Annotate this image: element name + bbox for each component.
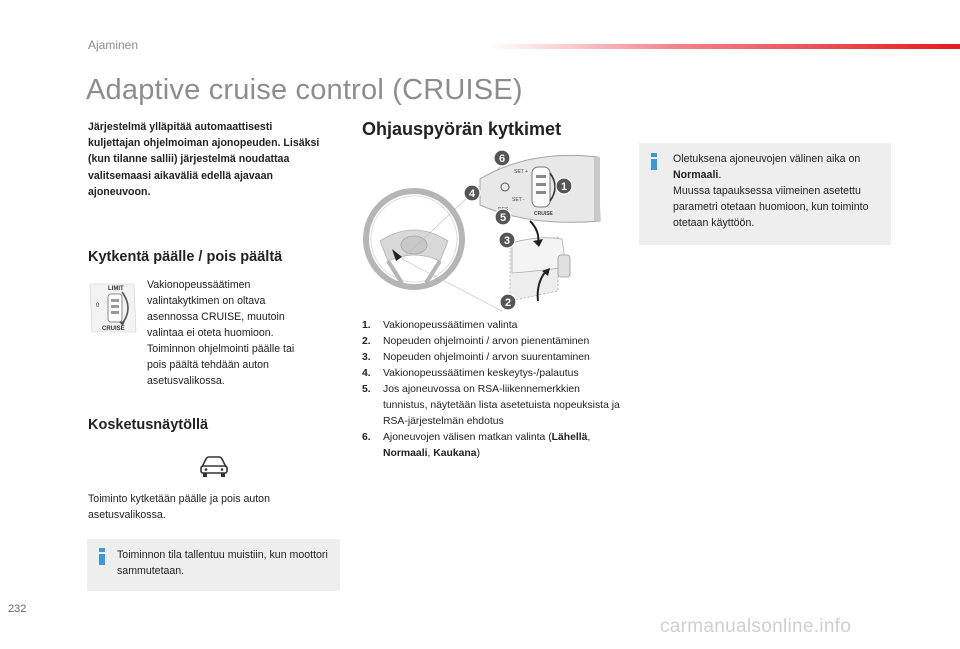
badge-2 bbox=[500, 294, 516, 310]
steering-heading: Ohjauspyörän kytkimet bbox=[362, 119, 562, 139]
default-interval-text: Oletuksena ajoneuvojen välinen aika on Normaali. Muussa tapauksessa viimeinen asetettu parametri otetaan huomioon, kun toiminto otetaan käyttöön. bbox=[673, 153, 869, 229]
stalk-label-set-minus: SET - bbox=[512, 197, 525, 203]
list-item: 5. Jos ajoneuvossa on RSA-liikennemerkkien tunnistus, näytetään lista asetetuista nopeuksista ja RSA-järjestelmän ehdotus bbox=[362, 384, 620, 427]
steering-switches-illustration bbox=[362, 143, 624, 318]
header-accent-bar bbox=[490, 44, 960, 49]
info-icon bbox=[651, 153, 657, 170]
touchscreen-heading: Kosketusnäytöllä bbox=[88, 417, 209, 433]
cruise-selector-switch-image bbox=[86, 278, 142, 340]
info-icon bbox=[99, 548, 105, 565]
svg-text:6: 6 bbox=[498, 153, 506, 165]
touchscreen-text: Toiminto kytketään päälle ja pois auton asetusvalikossa. bbox=[88, 493, 270, 521]
list-item: 2. Nopeuden ohjelmointi / arvon pienentäminen bbox=[362, 336, 590, 347]
stalk-label-cruise: CRUISE bbox=[534, 211, 553, 217]
svg-text:1: 1 bbox=[560, 181, 568, 193]
badge-3 bbox=[499, 232, 515, 248]
stalk-label-set-plus: SET + bbox=[514, 169, 528, 175]
section-label: Ajaminen bbox=[88, 38, 139, 52]
badge-5 bbox=[495, 209, 511, 225]
badge-6 bbox=[494, 150, 510, 166]
page-number: 232 bbox=[8, 603, 27, 615]
steering-wheel-image bbox=[366, 191, 462, 287]
switch-label-limit: LIMIT bbox=[108, 286, 124, 292]
svg-text:4: 4 bbox=[468, 188, 476, 200]
badge-4 bbox=[464, 185, 480, 201]
switch-label-zero: 0 bbox=[96, 303, 100, 309]
intro-text: Järjestelmä ylläpitää automaattisesti kuljettajan ohjelmoiman ajonopeuden. Lisäksi (kun tilanne sallii) järjestelmä noudattaa valitsemaasi aikaväliä edellä ajavaan ajoneuvoon. bbox=[88, 121, 320, 198]
svg-text:3: 3 bbox=[503, 235, 511, 247]
svg-text:5: 5 bbox=[499, 212, 507, 224]
onoff-text: Vakionopeussäätimen valintakytkimen on oltava asennossa CRUISE, muutoin valintaa ei oteta huomioon. Toiminnon ohjelmointi päälle tai pois päältä tehdään auton asetusvalikossa. bbox=[147, 279, 295, 387]
list-item: 6. Ajoneuvojen välisen matkan valinta (Lähellä, Normaali, Kaukana) bbox=[362, 432, 591, 459]
list-item: 4. Vakionopeussäätimen keskeytys-/palautus bbox=[362, 368, 579, 379]
badge-1 bbox=[556, 178, 572, 194]
list-item: 3. Nopeuden ohjelmointi / arvon suurentaminen bbox=[362, 352, 590, 363]
default-interval-info-box bbox=[639, 143, 891, 245]
page-title: Adaptive cruise control (CRUISE) bbox=[86, 74, 523, 106]
svg-text:2: 2 bbox=[504, 297, 512, 309]
list-item: 1. Vakionopeussäätimen valinta bbox=[362, 320, 518, 331]
switch-list bbox=[362, 318, 620, 462]
switch-label-cruise: CRUISE bbox=[102, 326, 125, 332]
watermark: carmanualsonline.info bbox=[660, 616, 852, 637]
car-icon bbox=[198, 453, 230, 479]
onoff-heading: Kytkentä päälle / pois päältä bbox=[88, 249, 283, 265]
memory-info-text: Toiminnon tila tallentuu muistiin, kun moottori sammutetaan. bbox=[117, 549, 328, 577]
memory-info-box bbox=[87, 539, 340, 591]
stalk-column-image bbox=[510, 221, 570, 301]
